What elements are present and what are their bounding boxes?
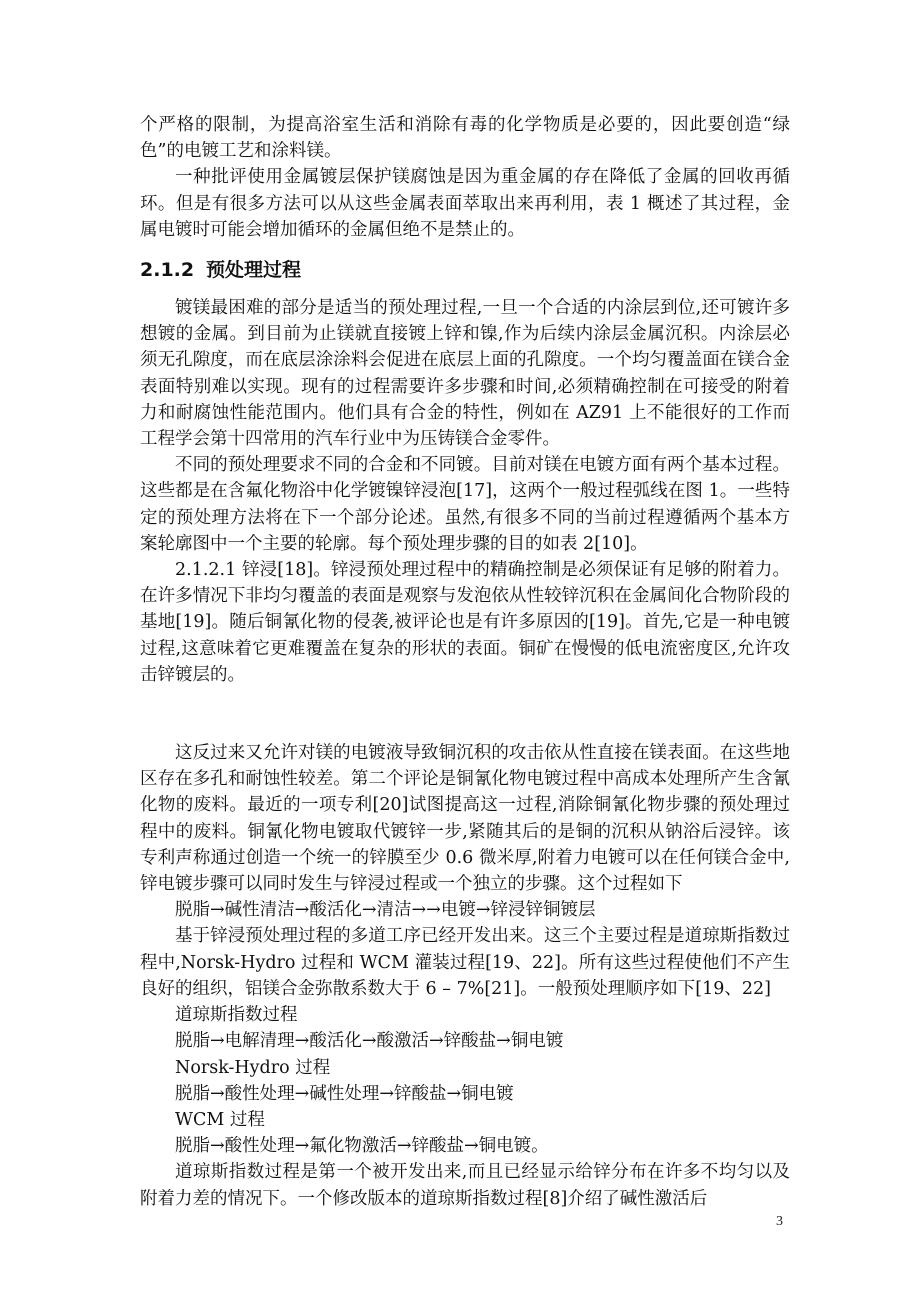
- paragraph-multi-process: 基于锌浸预处理过程的多道工序已经开发出来。这三个主要过程是道琼斯指数过程中,Norsk-Hydro 过程和 WCM 灌装过程[19、22]。所有这些过程使他们不产生良好的组织，铝镁合金弥散系数大于 6 – 7%[21]。一般预处理顺序如下[19、22]: [140, 926, 790, 999]
- paragraph-continued: 个严格的限制，为提高浴室生活和消除有毒的化学物质是必要的，因此要创造“绿色”的电镀工艺和涂料镁。: [140, 115, 790, 162]
- process-name-dow: 道琼斯指数过程: [175, 1005, 298, 1026]
- section-title: 预处理过程: [206, 259, 302, 282]
- process-name-norsk-hydro: Norsk-Hydro 过程: [175, 1057, 331, 1078]
- paragraph-dow-process: 道琼斯指数过程是第一个被开发出来,而且已经显示给锌分布在许多不均匀以及附着力差的情况下。一个修改版本的道琼斯指数过程[8]介绍了碱性激活后: [140, 1162, 790, 1209]
- paragraph-pretreatment: 镀镁最困难的部分是适当的预处理过程,一旦一个合适的内涂层到位,还可镀许多想镀的金属。到目前为止镁就直接镀上锌和镍,作为后续内涂层金属沉积。内涂层必须无孔隙度，而在底层涂涂料会促进在底层上面的孔隙度。一个均匀覆盖面在镁合金表面特别难以实现。现有的过程需要许多步骤和时间,必须精确控制在可接受的附着力和耐腐蚀性能范围内。他们具有合金的特性，例如在 AZ91 上不能很好的工作而工程学会第十四常用的汽车行业中为压铸镁合金零件。: [140, 298, 790, 450]
- paragraph-alloys: 不同的预处理要求不同的合金和不同镀。目前对镁在电镀方面有两个基本过程。这些都是在含氟化物浴中化学镀镍锌浸泡[17]，这两个一般过程弧线在图 1。一些特定的预处理方法将在下一个部分论述。虽然,有很多不同的当前过程遵循两个基本方案轮廓图中一个主要的轮廓。每个预处理步骤的目的如表 2[10]。: [140, 455, 790, 554]
- process-steps-wcm: 脱脂→酸性处理→氟化物激活→锌酸盐→铜电镀。: [175, 1136, 549, 1157]
- paragraph-zinc-immersion: 2.1.2.1 锌浸[18]。锌浸预处理过程中的精确控制是必须保证有足够的附着力。在许多情况下非均匀覆盖的表面是观察与发泡依从性较锌沉积在金属间化合物阶段的基地[19]。随后铜氰化物的侵袭,被评论也是有许多原因的[19]。首先,它是一种电镀过程,这意味着它更难覆盖在复杂的形状的表面。铜矿在慢慢的低电流密度区,允许攻击锌镀层的。: [140, 560, 790, 685]
- paragraph-gap: [140, 688, 790, 740]
- section-number: 2.1.2: [140, 259, 195, 282]
- section-heading: [140, 255, 790, 285]
- paragraph-copper-deposition: 这反过来又允许对镁的电镀液导致铜沉积的攻击依从性直接在镁表面。在这些地区存在多孔和耐蚀性较差。第二个评论是铜氰化物电镀过程中高成本处理所产生含氰化物的废料。最近的一项专利[20]试图提高这一过程,消除铜氰化物步骤的预处理过程中的废料。铜氰化物电镀取代镀锌一步,紧随其后的是铜的沉积从钠浴后浸锌。该专利声称通过创造一个统一的锌膜至少 0.6 微米厚,附着力电镀可以在任何镁合金中,锌电镀步骤可以同时发生与锌浸过程或一个独立的步骤。这个过程如下: [140, 743, 790, 895]
- process-steps-norsk-hydro: 脱脂→酸性处理→碱性处理→锌酸盐→铜电镀: [175, 1083, 514, 1104]
- process-name-wcm: WCM 过程: [175, 1109, 265, 1130]
- process-steps-dow: 脱脂→电解清理→酸活化→酸激活→锌酸盐→铜电镀: [175, 1031, 564, 1052]
- paragraph-recycling: 一种批评使用金属镀层保护镁腐蚀是因为重金属的存在降低了金属的回收再循环。但是有很多方法可以从这些金属表面萃取出来再利用，表 1 概述了其过程，金属电镀时可能会增加循环的金属但绝不是禁止的。: [140, 167, 790, 240]
- page-number: 3: [776, 1214, 783, 1229]
- process-sequence-patent: 脱脂→碱性清洁→酸活化→清洁→→电镀→锌浸锌铜镀层: [175, 900, 596, 921]
- page-content: [140, 112, 790, 1212]
